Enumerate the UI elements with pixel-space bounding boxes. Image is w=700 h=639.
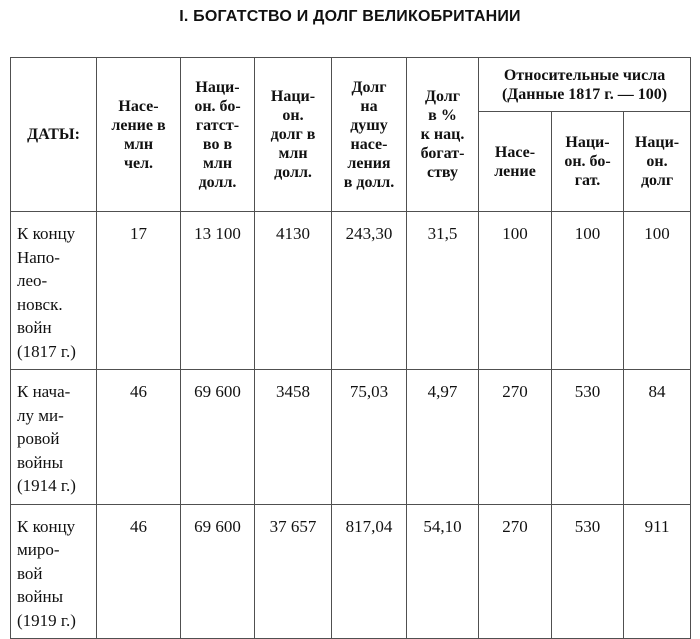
header-national-wealth: Наци- он. бо- гатст- во в млн долл. bbox=[181, 58, 255, 212]
cell-population: 17 bbox=[97, 212, 181, 370]
cell-date: К концу Напо- лео- новск. войн (1817 г.) bbox=[11, 212, 97, 370]
cell-debt: 37 657 bbox=[255, 504, 332, 639]
cell-debt-per-capita: 817,04 bbox=[332, 504, 407, 639]
cell-rel-population: 270 bbox=[479, 504, 552, 639]
cell-debt: 4130 bbox=[255, 212, 332, 370]
cell-rel-debt: 911 bbox=[624, 504, 691, 639]
header-rel-debt: Наци- он. долг bbox=[624, 112, 691, 212]
header-national-debt: Наци- он. долг в млн долл. bbox=[255, 58, 332, 212]
cell-rel-population: 100 bbox=[479, 212, 552, 370]
header-debt-per-capita: Долг на душу насе- ления в долл. bbox=[332, 58, 407, 212]
cell-debt-percent: 54,10 bbox=[407, 504, 479, 639]
header-dates: ДАТЫ: bbox=[11, 58, 97, 212]
cell-debt-per-capita: 243,30 bbox=[332, 212, 407, 370]
header-rel-wealth: Наци- он. бо- гат. bbox=[552, 112, 624, 212]
header-debt-percent: Долг в % к нац. богат- ству bbox=[407, 58, 479, 212]
cell-debt-percent: 4,97 bbox=[407, 370, 479, 505]
cell-debt: 3458 bbox=[255, 370, 332, 505]
header-rel-population: Насе- ление bbox=[479, 112, 552, 212]
table-row bbox=[11, 212, 691, 370]
cell-population: 46 bbox=[97, 370, 181, 505]
cell-population: 46 bbox=[97, 504, 181, 639]
cell-rel-wealth: 530 bbox=[552, 504, 624, 639]
cell-wealth: 69 600 bbox=[181, 504, 255, 639]
wealth-debt-table bbox=[10, 57, 691, 639]
cell-rel-population: 270 bbox=[479, 370, 552, 505]
cell-wealth: 13 100 bbox=[181, 212, 255, 370]
cell-date: К нача- лу ми- ровой войны (1914 г.) bbox=[11, 370, 97, 505]
cell-wealth: 69 600 bbox=[181, 370, 255, 505]
cell-rel-debt: 100 bbox=[624, 212, 691, 370]
cell-rel-wealth: 100 bbox=[552, 212, 624, 370]
cell-debt-percent: 31,5 bbox=[407, 212, 479, 370]
header-population: Насе- ление в млн чел. bbox=[97, 58, 181, 212]
page-title: I. БОГАТСТВО И ДОЛГ ВЕЛИКОБРИТАНИИ bbox=[179, 8, 521, 25]
table-row bbox=[11, 370, 691, 505]
header-relative-numbers: Относительные числа (Данные 1817 г. — 100) bbox=[479, 58, 691, 112]
cell-debt-per-capita: 75,03 bbox=[332, 370, 407, 505]
cell-date: К концу миро- вой войны (1919 г.) bbox=[11, 504, 97, 639]
table-row bbox=[11, 504, 691, 639]
cell-rel-debt: 84 bbox=[624, 370, 691, 505]
cell-rel-wealth: 530 bbox=[552, 370, 624, 505]
